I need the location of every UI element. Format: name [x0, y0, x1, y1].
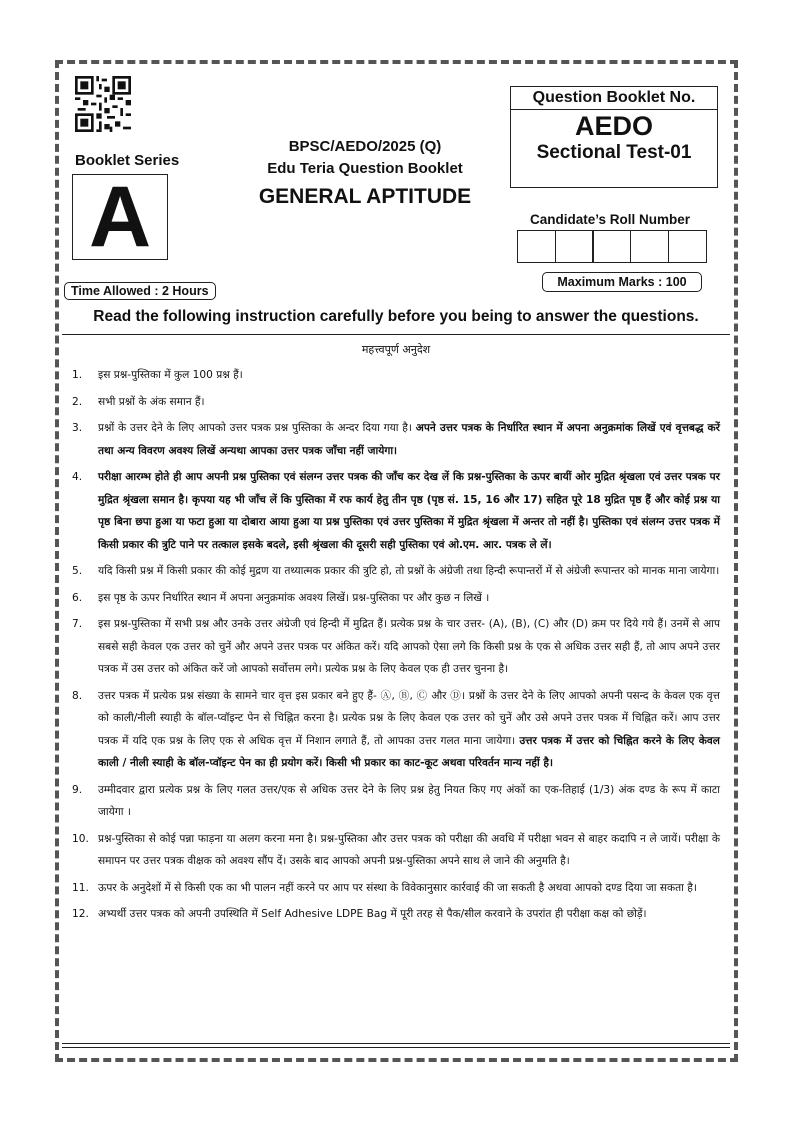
- instruction-text-normal: यदि किसी प्रश्न में किसी प्रकार की कोई मुद्रण या तथ्यात्मक प्रकार की त्रुटि हो, तो प्रश्नों के अंग्रेजी तथा हिन्दी रूपान्तरों में से अंग्रेजी रूपान्तर को मानक माना जायेगा।: [98, 565, 720, 577]
- instruction-item: [72, 391, 720, 414]
- roll-number-label: Candidate’s Roll Number: [530, 212, 691, 227]
- instruction-text-bold: उत्तर पत्रक में उत्तर को चिह्नित करने के लिए केवल काली / नीली स्याही के बॉल-प्वॉइन्ट पेन का ही प्रयोग करें। किसी भी प्रकार का काट-कूट अथवा परिवर्तन मान्य नहीं है।: [98, 734, 720, 769]
- instruction-text-normal: प्रश्न-पुस्तिका से कोई पन्ना फाड़ना या अलग करना मना है। प्रश्न-पुस्तिका और उत्तर पत्रक को परीक्षा की अवधि में परीक्षा भवन से बाहर कदापि न ले जायें। परीक्षा के समापन पर उत्तर पत्रक वीक्षक को अवश्य सौंप दें। उसके बाद आपको अपनी प्रश्न-पुस्तिका अपने साथ ले जाने की अनुमति है।: [98, 832, 720, 867]
- booklet-name: Edu Teria Question Booklet: [267, 160, 463, 177]
- divider: [62, 1047, 730, 1048]
- instruction-number: 1.: [72, 369, 83, 381]
- instruction-number: 6.: [72, 591, 83, 604]
- roll-number-cell[interactable]: [555, 230, 594, 263]
- booklet-heading: [240, 134, 490, 209]
- instruction-number: 11.: [72, 881, 89, 894]
- instructions-list: [72, 364, 720, 930]
- instruction-text-normal: इस पृष्ठ के ऊपर निर्धारित स्थान में अपना अनुक्रमांक अवश्य लिखें। प्रश्न-पुस्तिका पर और कुछ न लिखें ।: [98, 591, 490, 604]
- instruction-text: [98, 587, 720, 610]
- instruction-text-bold: परीक्षा आरम्भ होते ही आप अपनी प्रश्न पुस्तिका एवं संलग्न उत्तर पत्रक की जाँच कर देख लें कि प्रश्न-पुस्तिका के ऊपर बायीं ओर मुद्रित श्रृंखला एवं उत्तर पत्रक पर मुद्रित श्रृंखला समान है। कृपया यह भी जाँच लें कि पुस्तिका में रफ कार्य हेतु तीन पृष्ठ (पृष्ठ सं. 15, 16 और 17) सहित पूरे 18 मुद्रित पृष्ठ हैं और कोई प्रश्न या पृष्ठ बिना छपा हुआ या फटा हुआ या दोबारा आया हुआ या प्रश्न पुस्तिका एवं उत्तर पुस्तिका में मुद्रित श्रृंखला में अन्तर तो नहीं है। पुस्तिका एवं संलग्न उत्तर पत्रक में किसी प्रकार की त्रुटि पाने पर तत्काल इसके बदले, इसी श्रृंखला की दूसरी सही पुस्तिका एवं ओ.एम. आर. पत्रक ले लें।: [98, 471, 720, 551]
- instruction-number: 9.: [72, 783, 83, 796]
- booklet-series-label: Booklet Series: [75, 152, 180, 169]
- instruction-item: [72, 560, 720, 583]
- instruction-item: [72, 779, 720, 824]
- instruction-text-normal: इस प्रश्न-पुस्तिका में सभी प्रश्न और उनके उत्तर अंग्रेजी एवं हिन्दी में मुद्रित हैं। प्रत्येक प्रश्न के चार उत्तर- (A), (B), (C) और (D) क्रम पर दिये गये हैं। उनमें से आप सबसे सही केवल एक उत्तर को चुनें और अपने उत्तर पत्रक पर अंकित करें। यदि आपको ऐसा लगे कि किसी प्रश्न के एक से अधिक उत्तर सही हैं, तो आप अपने उत्तर पत्रक में उस उत्तर को अंकित करें जो आपको सर्वोत्तम लगे। प्रत्येक प्रश्न के लिए केवल एक ही उत्तर चुनना है।: [98, 618, 720, 675]
- subject-title: GENERAL APTITUDE: [258, 185, 472, 208]
- instruction-text: [98, 391, 720, 414]
- instruction-text-bold: अपने उत्तर पत्रक के निर्धारित स्थान में अपना अनुक्रमांक लिखें एवं वृत्तबद्ध करें तथा अन्य विवरण अवश्य लिखें अन्यथा आपका उत्तर पत्रक जाँचा नहीं जायेगा।: [98, 422, 720, 457]
- divider: [62, 1043, 730, 1044]
- instruction-number: 4.: [72, 471, 83, 483]
- instruction-item: [72, 877, 720, 900]
- roll-number-boxes: [518, 230, 707, 263]
- divider: [62, 334, 730, 335]
- question-booklet-no-label: Question Booklet No.: [511, 87, 717, 110]
- instruction-number: 8.: [72, 689, 83, 702]
- instruction-number: 10.: [72, 832, 89, 845]
- instruction-text-normal: सभी प्रश्नों के अंक समान हैं।: [98, 395, 205, 408]
- instruction-text-normal: अभ्यर्थी उत्तर पत्रक को अपनी उपस्थिति में Self Adhesive LDPE Bag में पूरी तरह से पैक/सील करवाने के उपरांत ही परीक्षा कक्ष को छोड़ें।: [98, 908, 647, 920]
- instruction-number: 2.: [72, 395, 83, 408]
- instruction-text-normal: उम्मीदवार द्वारा प्रत्येक प्रश्न के लिए गलत उत्तर/एक से अधिक उत्तर देने के लिए प्रश्न हेतु नियत किए गए अंकों का एक-तिहाई (1/3) अंक दण्ड के रूप में काटा जायेगा ।: [98, 783, 720, 818]
- instruction-item: [72, 903, 720, 926]
- qr-code-icon: [75, 76, 131, 132]
- instruction-item: [72, 466, 720, 556]
- exam-code-line: BPSC/AEDO/2025 (Q): [288, 138, 442, 155]
- test-name: Sectional Test-01: [536, 142, 692, 163]
- instruction-text: [98, 903, 720, 926]
- instruction-text: [98, 364, 720, 387]
- instruction-text: [98, 877, 720, 900]
- instruction-text: [98, 685, 720, 775]
- instruction-item: [72, 587, 720, 610]
- instruction-item: [72, 417, 720, 462]
- instruction-text-normal: उत्तर पत्रक में प्रत्येक प्रश्न संख्या के सामने चार वृत्त इस प्रकार बने हुए हैं- Ⓐ, Ⓑ, Ⓒ और Ⓓ। प्रश्नों के उत्तर देने के लिए आपको अपनी पसन्द के केवल एक वृत्त को काली/नीली स्याही के बॉल-प्वॉइन्ट पेन से चिह्नित करना है। प्रत्येक प्रश्न के लिए केवल एक उत्तर को चुनें और उसे अपने उत्तर पत्रक में चिह्नित करें। आप उत्तर पत्रक में यदि एक प्रश्न के लिए एक से अधिक वृत्त में निशान लगाते हैं, तो आपका उत्तर गलत माना जायेगा।: [98, 689, 720, 747]
- maximum-marks: Maximum Marks : 100: [542, 272, 702, 292]
- instruction-item: [72, 364, 720, 387]
- instructions-title: महत्त्वपूर्ण अनुदेश: [361, 343, 431, 356]
- instruction-text: [98, 466, 720, 556]
- instruction-text: [98, 417, 720, 462]
- instruction-number: 12.: [72, 908, 89, 920]
- read-instruction: Read the following instruction carefully before you being to answer the questions.: [93, 308, 699, 325]
- instruction-text: [98, 613, 720, 681]
- roll-number-cell[interactable]: [592, 230, 631, 263]
- instruction-item: [72, 828, 720, 873]
- instruction-number: 7.: [72, 618, 83, 630]
- exam-code: AEDO: [574, 111, 653, 141]
- instruction-text-normal: ऊपर के अनुदेशों में से किसी एक का भी पालन नहीं करने पर आप पर संस्था के विवेकानुसार कार्रवाई की जा सकती है अथवा आपको दण्ड दिया जा सकता है।: [98, 881, 697, 894]
- instruction-item: [72, 685, 720, 775]
- instruction-item: [72, 613, 720, 681]
- roll-number-cell[interactable]: [668, 230, 707, 263]
- booklet-series-letter: A: [88, 169, 152, 265]
- instruction-text-normal: प्रश्नों के उत्तर देने के लिए आपको उत्तर पत्रक प्रश्न पुस्तिका के अन्दर दिया गया है।: [98, 422, 412, 434]
- instruction-number: 5.: [72, 565, 83, 577]
- instruction-text: [98, 560, 720, 583]
- roll-number-cell[interactable]: [517, 230, 556, 263]
- instruction-number: 3.: [72, 422, 83, 434]
- booklet-series-box: [72, 169, 168, 265]
- instruction-text-normal: इस प्रश्न-पुस्तिका में कुल 100 प्रश्न हैं।: [98, 369, 243, 381]
- time-allowed: Time Allowed : 2 Hours: [64, 282, 216, 300]
- instruction-text: [98, 779, 720, 824]
- roll-number-cell[interactable]: [630, 230, 669, 263]
- instruction-text: [98, 828, 720, 873]
- question-booklet-box: [510, 86, 718, 188]
